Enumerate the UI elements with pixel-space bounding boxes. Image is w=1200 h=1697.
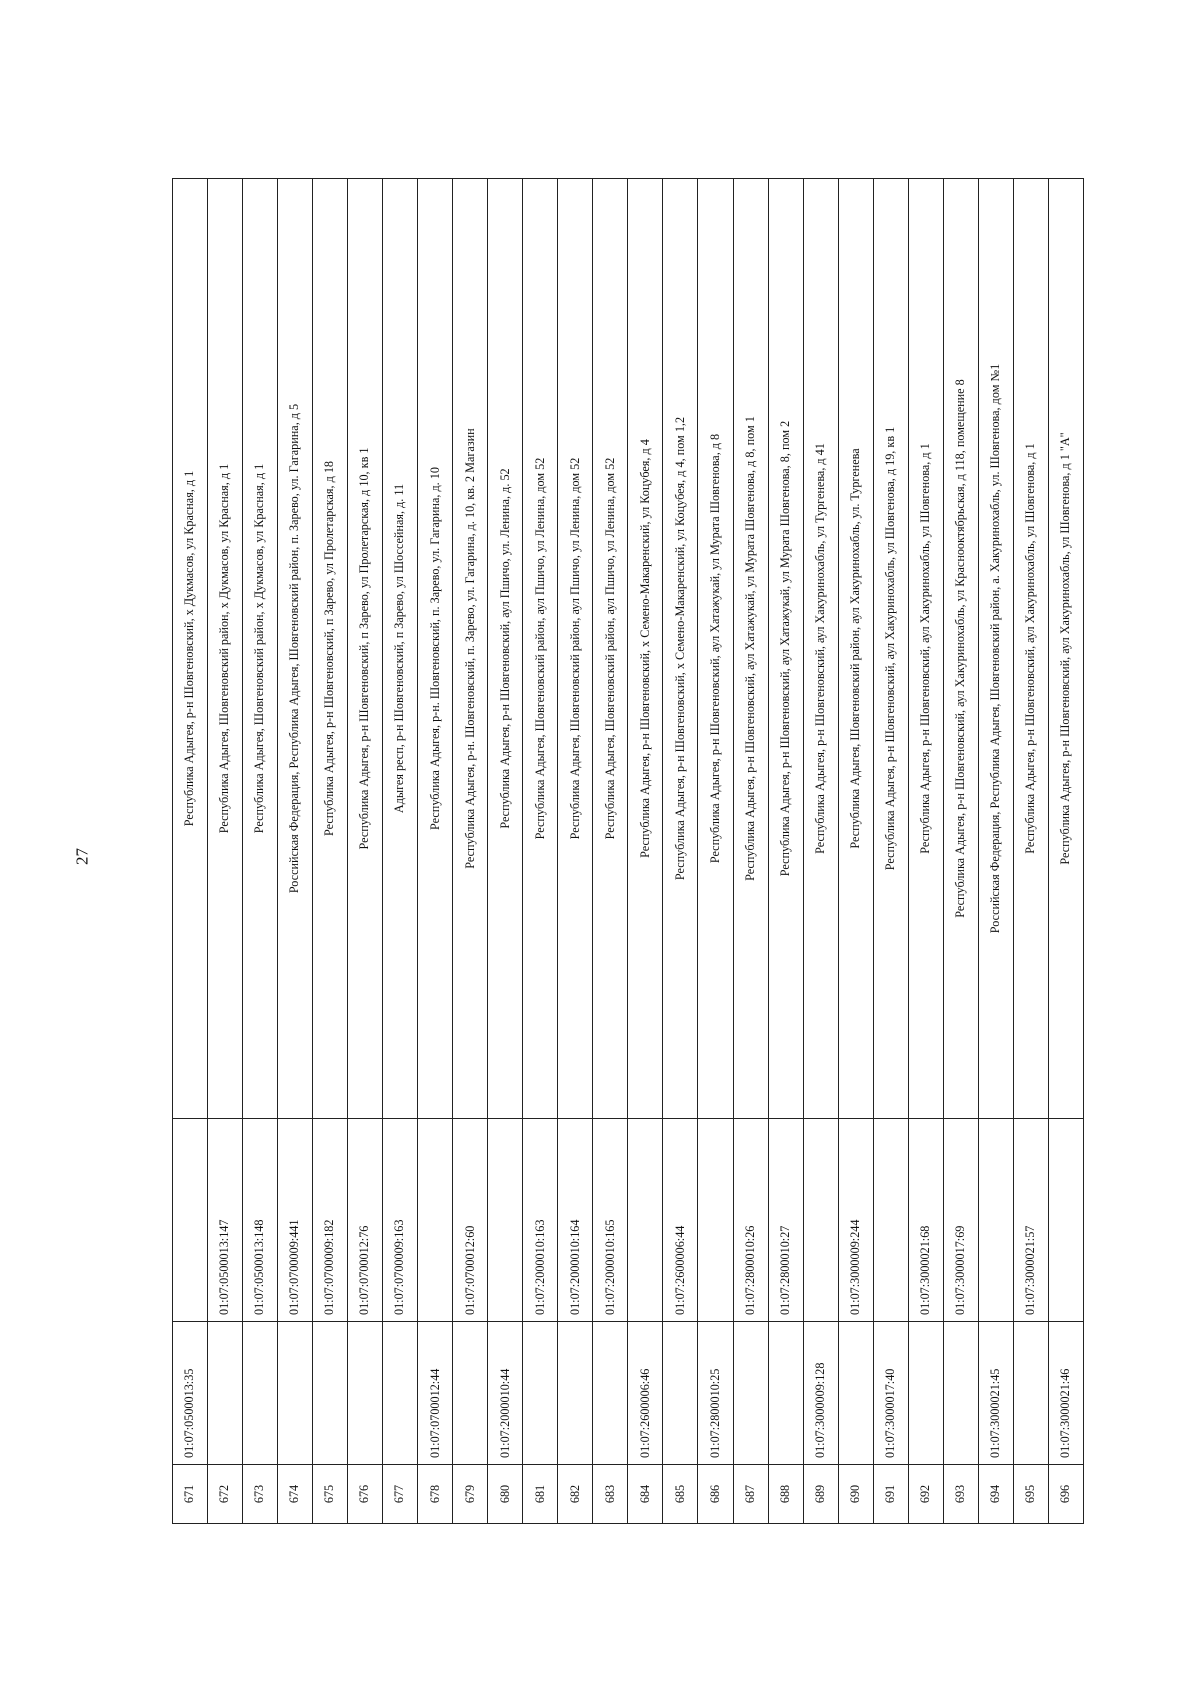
address-cell: Республика Адыгея, р-н Шовгеновский, аул Хакуринохабль, ул Шовгенова, д 1 "А" [1048,179,1083,1119]
building-cadastral-number-cell [873,1119,908,1322]
table-row [768,179,803,1524]
building-cadastral-number-cell [418,1119,453,1322]
building-cadastral-number-cell: 01:07:0700012:76 [348,1119,383,1322]
land-plot-cadastral-number-cell [943,1322,978,1465]
building-cadastral-number-cell: 01:07:0700009:163 [383,1119,418,1322]
row-number-cell: 677 [383,1465,418,1524]
building-cadastral-number-cell: 01:07:2600006:44 [663,1119,698,1322]
address-cell: Республика Адыгея, р-н Шовгеновский, аул Хатажукай, ул Мурата Шовгенова, д 8, пом 1 [733,179,768,1119]
address-cell: Российская Федерация, Республика Адыгея, Шовгеновский район, а. Хакуринохабль, ул. Шовгенова, дом №1 [978,179,1013,1119]
address-cell: Республика Адыгея, Шовгеновский район, х Дукмасов, ул Красная, д 1 [208,179,243,1119]
rotated-table-container [172,178,1084,1524]
land-plot-cadastral-number-cell [313,1322,348,1465]
table-row [418,179,453,1524]
land-plot-cadastral-number-cell [208,1322,243,1465]
table-row [628,179,663,1524]
row-number-cell: 682 [558,1465,593,1524]
land-plot-cadastral-number-cell [383,1322,418,1465]
row-number-cell: 675 [313,1465,348,1524]
row-number-cell: 671 [173,1465,208,1524]
row-number-cell: 688 [768,1465,803,1524]
address-cell: Республика Адыгея, р-н Шовгеновский, аул Хакуринохабль, ул Краснооктябрьская, д 118, помещение 8 [943,179,978,1119]
row-number-cell: 680 [488,1465,523,1524]
land-plot-cadastral-number-cell [523,1322,558,1465]
building-cadastral-number-cell [1048,1119,1083,1322]
row-number-cell: 683 [593,1465,628,1524]
address-cell: Республика Адыгея, Шовгеновский район, аул Пшичо, ул Ленина, дом 52 [523,179,558,1119]
row-number-cell: 681 [523,1465,558,1524]
row-number-cell: 694 [978,1465,1013,1524]
table-row [698,179,733,1524]
building-cadastral-number-cell: 01:07:0500013:148 [243,1119,278,1322]
address-cell: Республика Адыгея, р-н Шовгеновский, аул Хакуринохабль, ул Шовгенова, д 1 [1013,179,1048,1119]
row-number-cell: 672 [208,1465,243,1524]
table-row [1013,179,1048,1524]
address-cell: Республика Адыгея, р-н. Шовгеновский, п. Зарево, ул. Гагарина, д. 10 [418,179,453,1119]
land-plot-cadastral-number-cell [733,1322,768,1465]
building-cadastral-number-cell [173,1119,208,1322]
table-row [1048,179,1083,1524]
address-cell: Республика Адыгея, р-н Шовгеновский, аул Хакуринохабль, ул Шовгенова, д 1 [908,179,943,1119]
address-cell: Российская Федерация, Республика Адыгея, Шовгеновский район, п. Зарево, ул. Гагарина, д 5 [278,179,313,1119]
row-number-cell: 673 [243,1465,278,1524]
building-cadastral-number-cell: 01:07:0500013:147 [208,1119,243,1322]
land-plot-cadastral-number-cell [453,1322,488,1465]
row-number-cell: 689 [803,1465,838,1524]
address-cell: Республика Адыгея, р-н Шовгеновский, п Зарево, ул Пролетарская, д 10, кв 1 [348,179,383,1119]
row-number-cell: 691 [873,1465,908,1524]
table-row [593,179,628,1524]
land-plot-cadastral-number-cell: 01:07:3000017:40 [873,1322,908,1465]
building-cadastral-number-cell: 01:07:2800010:26 [733,1119,768,1322]
page-number: 27 [72,848,92,865]
row-number-cell: 696 [1048,1465,1083,1524]
row-number-cell: 695 [1013,1465,1048,1524]
address-cell: Республика Адыгея, р-н Шовгеновский, аул Хатажукай, ул Мурата Шовгенова, 8, пом 2 [768,179,803,1119]
table-row [278,179,313,1524]
table-row [873,179,908,1524]
table-row [908,179,943,1524]
land-plot-cadastral-number-cell: 01:07:3000021:46 [1048,1322,1083,1465]
table-row [943,179,978,1524]
table-row [733,179,768,1524]
building-cadastral-number-cell [978,1119,1013,1322]
land-plot-cadastral-number-cell: 01:07:0700012:44 [418,1322,453,1465]
address-cell: Республика Адыгея, Шовгеновский район, х Дукмасов, ул Красная, д 1 [243,179,278,1119]
address-cell: Республика Адыгея, Шовгеновский район, аул Пшичо, ул Ленина, дом 52 [593,179,628,1119]
table-row [348,179,383,1524]
row-number-cell: 686 [698,1465,733,1524]
row-number-cell: 692 [908,1465,943,1524]
land-plot-cadastral-number-cell [1013,1322,1048,1465]
table-row [208,179,243,1524]
table-row [523,179,558,1524]
address-cell: Республика Адыгея, р-н Шовгеновский, аул Хакуринохабль, ул Тургенева, д 41 [803,179,838,1119]
table-row [243,179,278,1524]
row-number-cell: 676 [348,1465,383,1524]
building-cadastral-number-cell: 01:07:3000021:57 [1013,1119,1048,1322]
address-cell: Республика Адыгея, р-н Шовгеновский, аул Пшичо, ул. Ленина, д. 52 [488,179,523,1119]
table-row [453,179,488,1524]
building-cadastral-number-cell [488,1119,523,1322]
table-row [663,179,698,1524]
land-plot-cadastral-number-cell [243,1322,278,1465]
row-number-cell: 684 [628,1465,663,1524]
land-plot-cadastral-number-cell [348,1322,383,1465]
row-number-cell: 685 [663,1465,698,1524]
land-plot-cadastral-number-cell [593,1322,628,1465]
land-plot-cadastral-number-cell [768,1322,803,1465]
address-cell: Республика Адыгея, Шовгеновский район, аул Пшичо, ул Ленина, дом 52 [558,179,593,1119]
table-row [313,179,348,1524]
row-number-cell: 693 [943,1465,978,1524]
address-cell: Республика Адыгея, Шовгеновский район, аул Хакуринохабль, ул. Тургенева [838,179,873,1119]
building-cadastral-number-cell [698,1119,733,1322]
address-cell: Республика Адыгея, р-н Шовгеновский, х Семено-Макаренский, ул Коцубея, д 4 [628,179,663,1119]
building-cadastral-number-cell: 01:07:0700012:60 [453,1119,488,1322]
table-row [488,179,523,1524]
table-row [803,179,838,1524]
land-plot-cadastral-number-cell: 01:07:2800010:25 [698,1322,733,1465]
building-cadastral-number-cell: 01:07:2000010:163 [523,1119,558,1322]
row-number-cell: 678 [418,1465,453,1524]
land-plot-cadastral-number-cell [838,1322,873,1465]
address-cell: Республика Адыгея, р-н Шовгеновский, аул Хатажукай, ул Мурата Шовгенова, д 8 [698,179,733,1119]
row-number-cell: 687 [733,1465,768,1524]
row-number-cell: 690 [838,1465,873,1524]
building-cadastral-number-cell: 01:07:0700009:182 [313,1119,348,1322]
land-plot-cadastral-number-cell [278,1322,313,1465]
table-row [558,179,593,1524]
building-cadastral-number-cell: 01:07:3000017:69 [943,1119,978,1322]
building-cadastral-number-cell: 01:07:3000009:244 [838,1119,873,1322]
address-cell: Республика Адыгея, р-н. Шовгеновский, п. Зарево, ул. Гагарина, д. 10, кв. 2 Магазин [453,179,488,1119]
land-plot-cadastral-number-cell: 01:07:3000021:45 [978,1322,1013,1465]
table-body [173,179,1084,1524]
land-plot-cadastral-number-cell [663,1322,698,1465]
address-cell: Республика Адыгея, р-н Шовгеновский, х Семено-Макаренский, ул Коцубея, д 4, пом 1,2 [663,179,698,1119]
table-row [173,179,208,1524]
building-cadastral-number-cell: 01:07:2000010:165 [593,1119,628,1322]
land-plot-cadastral-number-cell: 01:07:0500013:35 [173,1322,208,1465]
building-cadastral-number-cell: 01:07:3000021:68 [908,1119,943,1322]
land-plot-cadastral-number-cell: 01:07:3000009:128 [803,1322,838,1465]
land-plot-cadastral-number-cell [908,1322,943,1465]
land-plot-cadastral-number-cell: 01:07:2600006:46 [628,1322,663,1465]
building-cadastral-number-cell: 01:07:2800010:27 [768,1119,803,1322]
building-cadastral-number-cell: 01:07:0700009:441 [278,1119,313,1322]
row-number-cell: 674 [278,1465,313,1524]
table-row [383,179,418,1524]
building-cadastral-number-cell: 01:07:2000010:164 [558,1119,593,1322]
building-cadastral-number-cell [803,1119,838,1322]
table-row [978,179,1013,1524]
address-cell: Республика Адыгея, р-н Шовгеновский, аул Хакуринохабль, ул Шовгенова, д 19, кв 1 [873,179,908,1119]
land-plot-cadastral-number-cell: 01:07:2000010:44 [488,1322,523,1465]
address-cell: Республика Адыгея, р-н Шовгеновский, х Дукмасов, ул Красная, д 1 [173,179,208,1119]
address-cell: Адыгея респ, р-н Шовгеновский, п Зарево, ул Шоссейная, д. 11 [383,179,418,1119]
building-cadastral-number-cell [628,1119,663,1322]
address-cell: Республика Адыгея, р-н Шовгеновский, п Зарево, ул Пролетарская, д 18 [313,179,348,1119]
property-table [172,178,1084,1524]
row-number-cell: 679 [453,1465,488,1524]
table-row [838,179,873,1524]
land-plot-cadastral-number-cell [558,1322,593,1465]
